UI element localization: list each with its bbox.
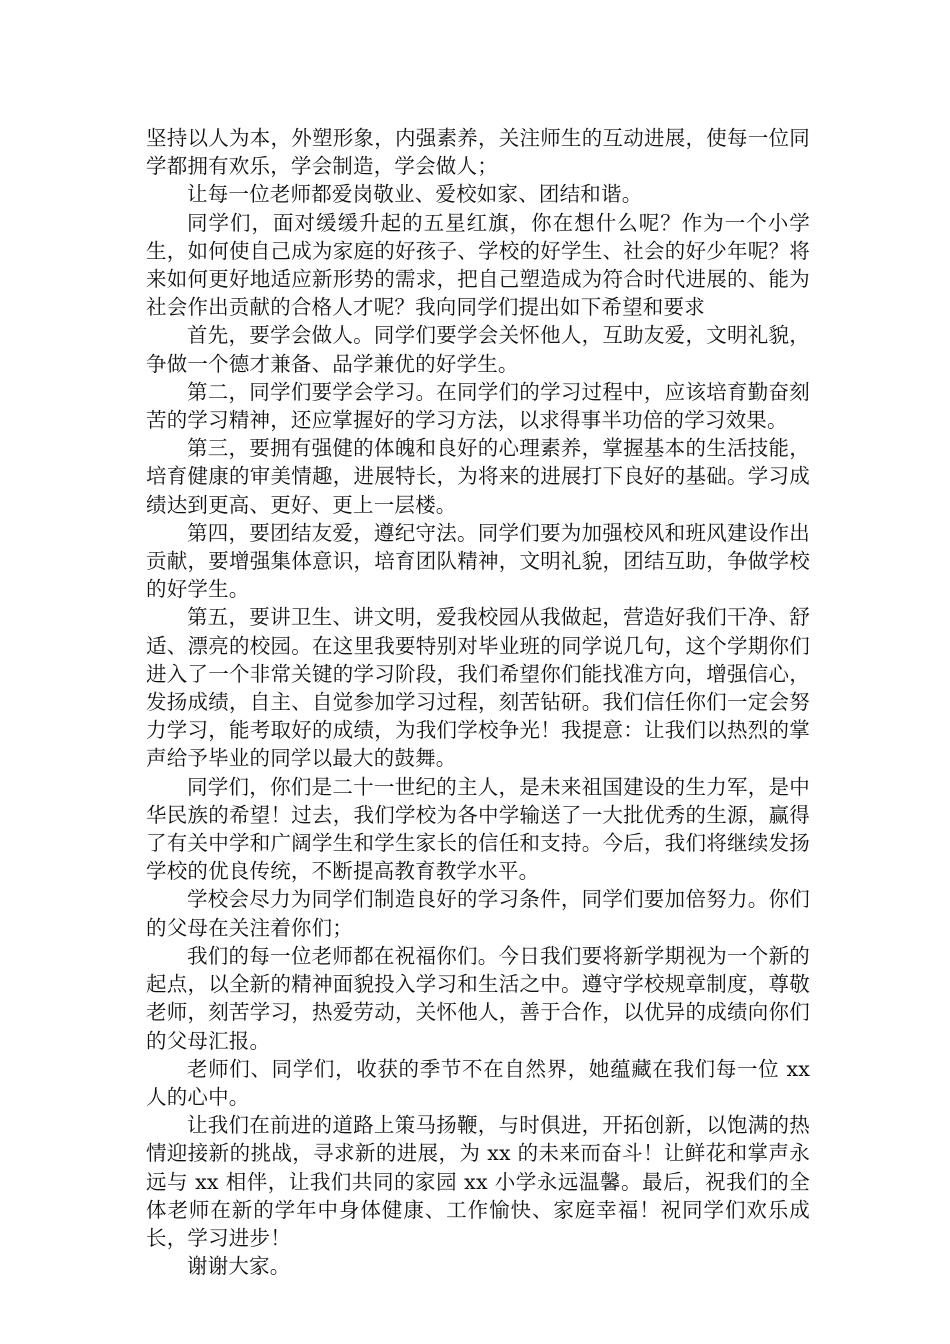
paragraph-1: 坚持以人为本，外塑形象，内强素养，关注师生的互动进展，使每一位同学都拥有欢乐，学会制造，学会做人； bbox=[146, 126, 810, 179]
document-body bbox=[146, 124, 810, 1280]
paragraph-4: 首先，要学会做人。同学们要学会关怀他人，互助友爱，文明礼貌，争做一个德才兼备、品学兼优的好学生。 bbox=[146, 323, 810, 376]
paragraph-5: 第二，同学们要学会学习。在同学们的学习过程中，应该培育勤奋刻苦的学习精神，还应掌握好的学习方法，以求得事半功倍的学习效果。 bbox=[146, 379, 810, 433]
paragraph-3: 同学们，面对缓缓升起的五星红旗，你在想什么呢？作为一个小学生，如何使自己成为家庭的好孩子、学校的好学生、社会的好少年呢？将来如何更好地适应新形势的需求，把自己塑造成为符合时代进展的、能为社会作出贡献的合格人才呢？我向同学们提出如下希望和要求 bbox=[146, 210, 810, 320]
paragraph-8: 第五，要讲卫生、讲文明，爱我校园从我做起，营造好我们干净、舒适、漂亮的校园。在这里我要特别对毕业班的同学说几句，这个学期你们进入了一个非常关键的学习阶段，我们希望你们能找准方向，增强信心，发扬成绩，自主、自觉参加学习过程，刻苦钻研。我们信任你们一定会努力学习，能考取好的成绩，为我们学校争光！我提意：让我们以热烈的掌声给予毕业的同学以最大的鼓舞。 bbox=[146, 605, 810, 771]
paragraph-14: 谢谢大家。 bbox=[187, 1254, 291, 1279]
paragraph-6: 第三，要拥有强健的体魄和良好的心理素养，掌握基本的生活技能，培育健康的审美情趣，进展特长，为将来的进展打下良好的基础。学习成绩达到更高、更好、更上一层楼。 bbox=[146, 436, 810, 517]
paragraph-12: 老师们、同学们，收获的季节不在自然界，她蕴藏在我们每一位 xx 人的心中。 bbox=[146, 1056, 810, 1109]
paragraph-10: 学校会尽力为同学们制造良好的学习条件，同学们要加倍努力。你们的父母在关注着你们； bbox=[146, 887, 810, 940]
paragraph-9: 同学们，你们是二十一世纪的主人，是未来祖国建设的生力军，是中华民族的希望！过去，我们学校为各中学输送了一大批优秀的生源，赢得了有关中学和广阔学生和学生家长的信任和支持。今后，我们将继续发扬学校的优良传统，不断提高教育教学水平。 bbox=[146, 774, 810, 884]
paragraph-11: 我们的每一位老师都在祝福你们。今日我们要将新学期视为一个新的起点，以全新的精神面貌投入学习和生活之中。遵守学校规章制度，尊敬老师，刻苦学习，热爱劳动，关怀他人，善于合作，以优异的成绩向你们的父母汇报。 bbox=[146, 943, 810, 1053]
paragraph-7: 第四，要团结友爱，遵纪守法。同学们要为加强校风和班风建设作出贡献，要增强集体意识，培育团队精神，文明礼貌，团结互助，争做学校的好学生。 bbox=[146, 520, 810, 602]
paragraph-13: 让我们在前进的道路上策马扬鞭，与时俱进，开拓创新，以饱满的热情迎接新的挑战，寻求新的进展，为 xx 的未来而奋斗！让鲜花和掌声永远与 xx 相伴，让我们共同的家园 xx 小学永远温馨。最后，祝我们的全体老师在新的学年中身体健康、工作愉快、家庭幸福！祝同学们欢乐成长，学习进步！ bbox=[146, 1113, 810, 1250]
paragraph-2: 让每一位老师都爱岗敬业、爱校如家、团结和谐。 bbox=[187, 182, 643, 207]
